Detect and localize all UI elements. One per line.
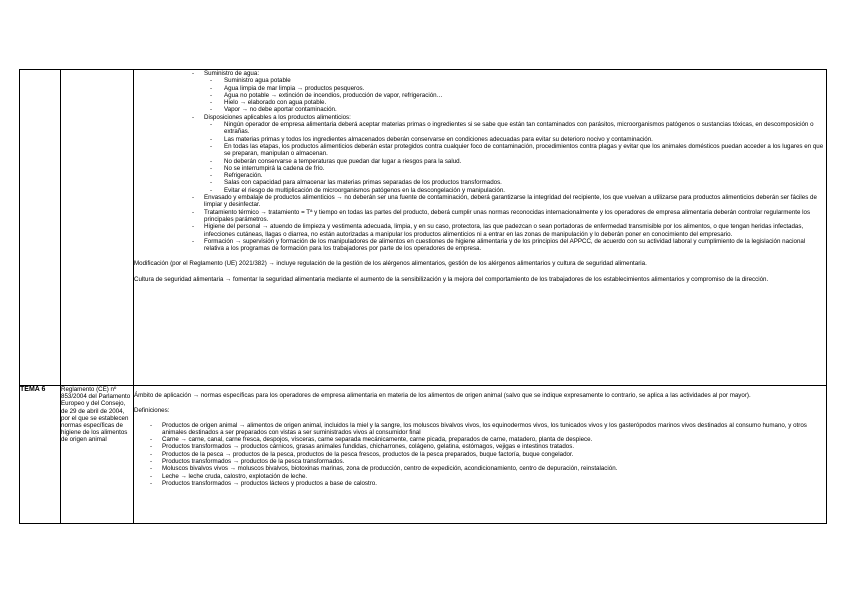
document-table <box>19 69 827 524</box>
sub-list-item: - Ningún operador de empresa alimentaria deberá aceptar materias primas o ingredientes si se sabe que están tan contaminados con parásitos, microorganismos patógenos o sustancias tóxicas, en descomposición o extrañas. <box>224 121 826 136</box>
sub-list-item: - Refrigeración. <box>224 172 826 179</box>
list-item <box>204 223 826 238</box>
sub-list-item: - Suministro agua potable <box>224 77 826 84</box>
bullet-list <box>134 70 826 252</box>
table-row <box>20 70 827 386</box>
list-item-text: Disposiciones aplicables a los productos alimenticios: <box>204 113 351 121</box>
paragraph-modification: Modificación (por el Reglamento (UE) 2021/382) → incluye regulación de la gestión de los alérgenos alimentarios, gestión de los alérgenos alimentarios y cultura de seguridad alimentaria. <box>134 260 647 268</box>
sub-list-item: - Las materias primas y todos los ingredientes almacenados deberán conservarse en condiciones adecuadas para evitar su deterioro nocivo y contaminación. <box>224 136 826 143</box>
list-item <box>204 70 826 114</box>
scope-paragraph: Ámbito de aplicación → normas específicas para los operadores de empresa alimentaria en materia de los alimentos de origen animal (salvo que se indique expresamente lo contrario, se aplica a las actividades al por mayor). <box>134 392 751 399</box>
sub-list-item: - Salas con capacidad para almacenar las materias primas separadas de los productos transformados. <box>224 179 826 186</box>
regulation-cell <box>61 386 134 524</box>
definition-item: - Productos de origen animal → alimentos de origen animal, incluidos la miel y la sangre, los moluscos bivalvos vivos, los equinodermos vivos, los tunicados vivos y los gasterópodos marinos vivos destinados al consumo humano, y otros animales destinados a ser preparados con vistas a ser suministrados vivos al consumidor final <box>162 422 826 437</box>
definition-item: - Productos transformados → productos de la pesca transformados. <box>162 458 826 465</box>
sub-list-item: - Vapor → no debe aportar contaminación. <box>224 106 826 113</box>
list-item-text: Envasado y embalaje de productos alimenticios → no deberán ser una fuente de contaminación, deberá garantizarse la integridad del recipiente, los que vuelvan a utilizarse para productos alimenticios deberán ser fáciles de limpiar y desinfectar. <box>204 194 817 209</box>
sub-list <box>204 77 826 113</box>
regulation-label: Reglamento (CE) nº 853/2004 del Parlamento Europeo y del Consejo, de 29 de abril de 2004, por el que se establecen normas específicas de higiene de los alimentos de origen animal <box>61 386 131 444</box>
content-cell <box>134 70 827 386</box>
sub-list-item: - No se interrumpirá la cadena de frío. <box>224 165 826 172</box>
list-item <box>204 238 826 253</box>
tema-cell <box>20 386 61 524</box>
definitions-list <box>134 422 826 488</box>
definition-item: - Leche → leche cruda, calostro, explotación de leche. <box>162 473 826 480</box>
definitions-label: Definiciones: <box>134 407 170 415</box>
tema-cell <box>20 70 61 386</box>
list-item <box>204 114 826 194</box>
list-item-text: Higiene del personal → atuendo de limpieza y vestimenta adecuada, limpia, y en su caso, protectora, las que padezcan o sean portadoras de enfermedad transmisible por los alimentos, o que tengan heridas infectadas, infecciones cutáneas, llagas o diarrea, no están autorizadas a manipular los productos alimenticios ni a entrar en las zonas de manipulación y lo deberán poner en conocimiento del empresario. <box>204 223 804 238</box>
list-item-text: Formación → supervisión y formación de los manipuladores de alimentos en cuestiones de higiene alimentaria y de los principios del APPCC, de acuerdo con su actividad laboral y cumplimiento de la legislación nacional relativa a los programas de formación para los trabajadores por parte de los operadores de empresa. <box>204 237 806 253</box>
sub-list-item: - En todas las etapas, los productos alimenticios deberán estar protegidos contra cualquier foco de contaminación, procedimientos contra plagas y evitar que los animales domésticos puedan acceder a los lugares en que se preparan, manipulan o almacenan. <box>224 143 826 158</box>
definition-item: - Productos de la pesca → productos de la pesca, productos de la pesca frescos, productos de la pesca preparados, buque factoría, buque congelador. <box>162 451 826 458</box>
definition-item: - Productos transformados → productos cárnicos, grasas animales fundidas, chicharrones, colágeno, gelatina, estómagos, vejigas e intestinos tratados. <box>162 443 826 450</box>
table-row <box>20 386 827 524</box>
definition-item: - Carne → carne, canal, carne fresca, despojos, vísceras, carne separada mecánicamente, carne picada, preparados de carne, matadero, planta de despiece. <box>162 436 826 443</box>
sub-list-item: - Hielo → elaborado con agua potable. <box>224 99 826 106</box>
list-item-text: Suministro de agua: <box>204 70 260 77</box>
list-item <box>204 209 826 224</box>
definition-item: - Moluscos bivalvos vivos → moluscos bivalvos, biotoxinas marinas, zona de producción, centro de expedición, acondicionamiento, centro de depuración, reinstalación. <box>162 465 826 472</box>
definition-item: - Productos transformados → productos lácteos y productos a base de calostro. <box>162 480 826 487</box>
regulation-cell <box>61 70 134 386</box>
tema-label: TEMA 6 <box>20 386 46 393</box>
list-item-text: Tratamiento térmico → tratamiento = Tª y tiempo en todas las partes del producto, deberá cumplir unas normas reconocidas internacionalmente y los operadores de empresa alimentaria deberán controlar regularmente los principales parámetros. <box>204 208 811 223</box>
sub-list <box>204 121 826 194</box>
content-cell <box>134 386 827 524</box>
list-item <box>204 194 826 209</box>
sub-list-item: - Evitar el riesgo de multiplicación de microorganismos patógenos en la descongelación y manipulación. <box>224 187 826 194</box>
paragraph-food-safety-culture: Cultura de seguridad alimentaria → fomentar la seguridad alimentaria mediante el aumento de la sensibilización y la mejora del comportamiento de los trabajadores de los establecimientos alimentarios y compromiso de la dirección. <box>134 275 769 283</box>
sub-list-item: - Agua no potable → extinción de incendios, producción de vapor, refrigeración… <box>224 92 826 99</box>
sub-list-item: - No deberán conservarse a temperaturas que puedan dar lugar a riesgos para la salud. <box>224 158 826 165</box>
sub-list-item: - Agua limpia de mar limpia → productos pesqueros. <box>224 85 826 92</box>
